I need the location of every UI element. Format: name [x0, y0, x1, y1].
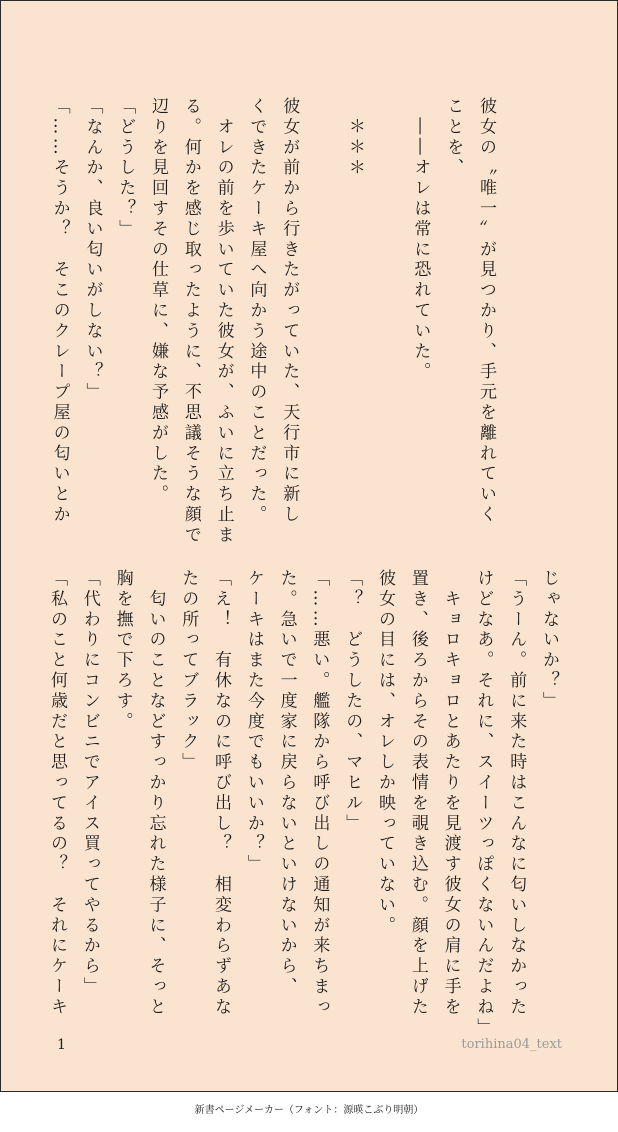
- text-line: 彼女の目には、オレしか映っていない。: [375, 569, 396, 937]
- text-line: 「……悪い。艦隊から呼び出しの通知が来ちまっ: [309, 569, 330, 1018]
- text-line: [305, 97, 338, 527]
- text-line: た。急いで一度家に戻らないといけないから、: [276, 569, 297, 998]
- text-line: 「？ どうしたの、マヒル」: [342, 569, 363, 835]
- text-line: 「私のこと何歳だと思ってるの？ それにケーキ: [47, 569, 68, 1018]
- text-line: 「うーん。前に来た時はこんなに匂いしなかった: [506, 569, 527, 1018]
- text-line: オレの前を歩いていた彼女が、ふいに立ち止ま: [213, 97, 234, 546]
- footer-caption: 新書ページメーカー（フォント：源暎こぶり明朝）: [194, 1105, 424, 1116]
- text-line: 置き、後ろからその表情を覗き込む。顔を上げた: [407, 569, 428, 1018]
- text-block-bottom: [40, 569, 565, 1039]
- text-line: 「……そうか？ そこのクレープ屋の匂いとか: [49, 97, 70, 526]
- text-line: ケーキはまた今度でもいいか？」: [243, 569, 264, 875]
- text-line: ＊＊＊: [344, 97, 365, 179]
- text-line: 匂いのことなどすっかり忘れた様子に、そっと: [145, 569, 166, 1018]
- text-line: 「どうした？」: [115, 97, 136, 240]
- text-line: 胸を撫で下ろす。: [112, 569, 133, 733]
- text-line: ――オレは常に恐れていた。: [410, 97, 431, 383]
- author-credit: torihina04_text: [461, 1037, 562, 1052]
- text-line: たの所ってブラック」: [178, 569, 199, 773]
- text-line: キョロキョロとあたりを見渡す彼女の肩に手を: [440, 569, 461, 1018]
- text-line: けどなあ。それに、スイーツっぽくないんだよね」: [473, 569, 494, 1039]
- text-block-top: [43, 97, 502, 546]
- text-line: [371, 97, 404, 527]
- text-line: 彼女の〝唯一〟が見つかり、手元を離れていく: [476, 97, 496, 526]
- page-number: 1: [57, 1037, 66, 1053]
- text-line: 「代わりにコンビニでアイス買ってやるから」: [79, 569, 100, 998]
- text-line: 「なんか、良い匂いがしない？」: [82, 97, 103, 403]
- text-line: る。何かを感じ取ったように、不思議そうな顔で: [180, 97, 201, 546]
- text-line: くできたケーキ屋へ向かう途中のことだった。: [246, 97, 267, 526]
- text-line: 辺りを見回すその仕草に、嫌な予感がした。: [148, 97, 169, 505]
- text-line: ことを、: [443, 97, 464, 179]
- text-line: 彼女が前から行きたがっていた、天行市に新し: [279, 97, 300, 526]
- text-line: 「え！ 有休なのに呼び出し？ 相変わらずあな: [211, 569, 232, 1018]
- text-line: じゃないか？」: [539, 569, 559, 712]
